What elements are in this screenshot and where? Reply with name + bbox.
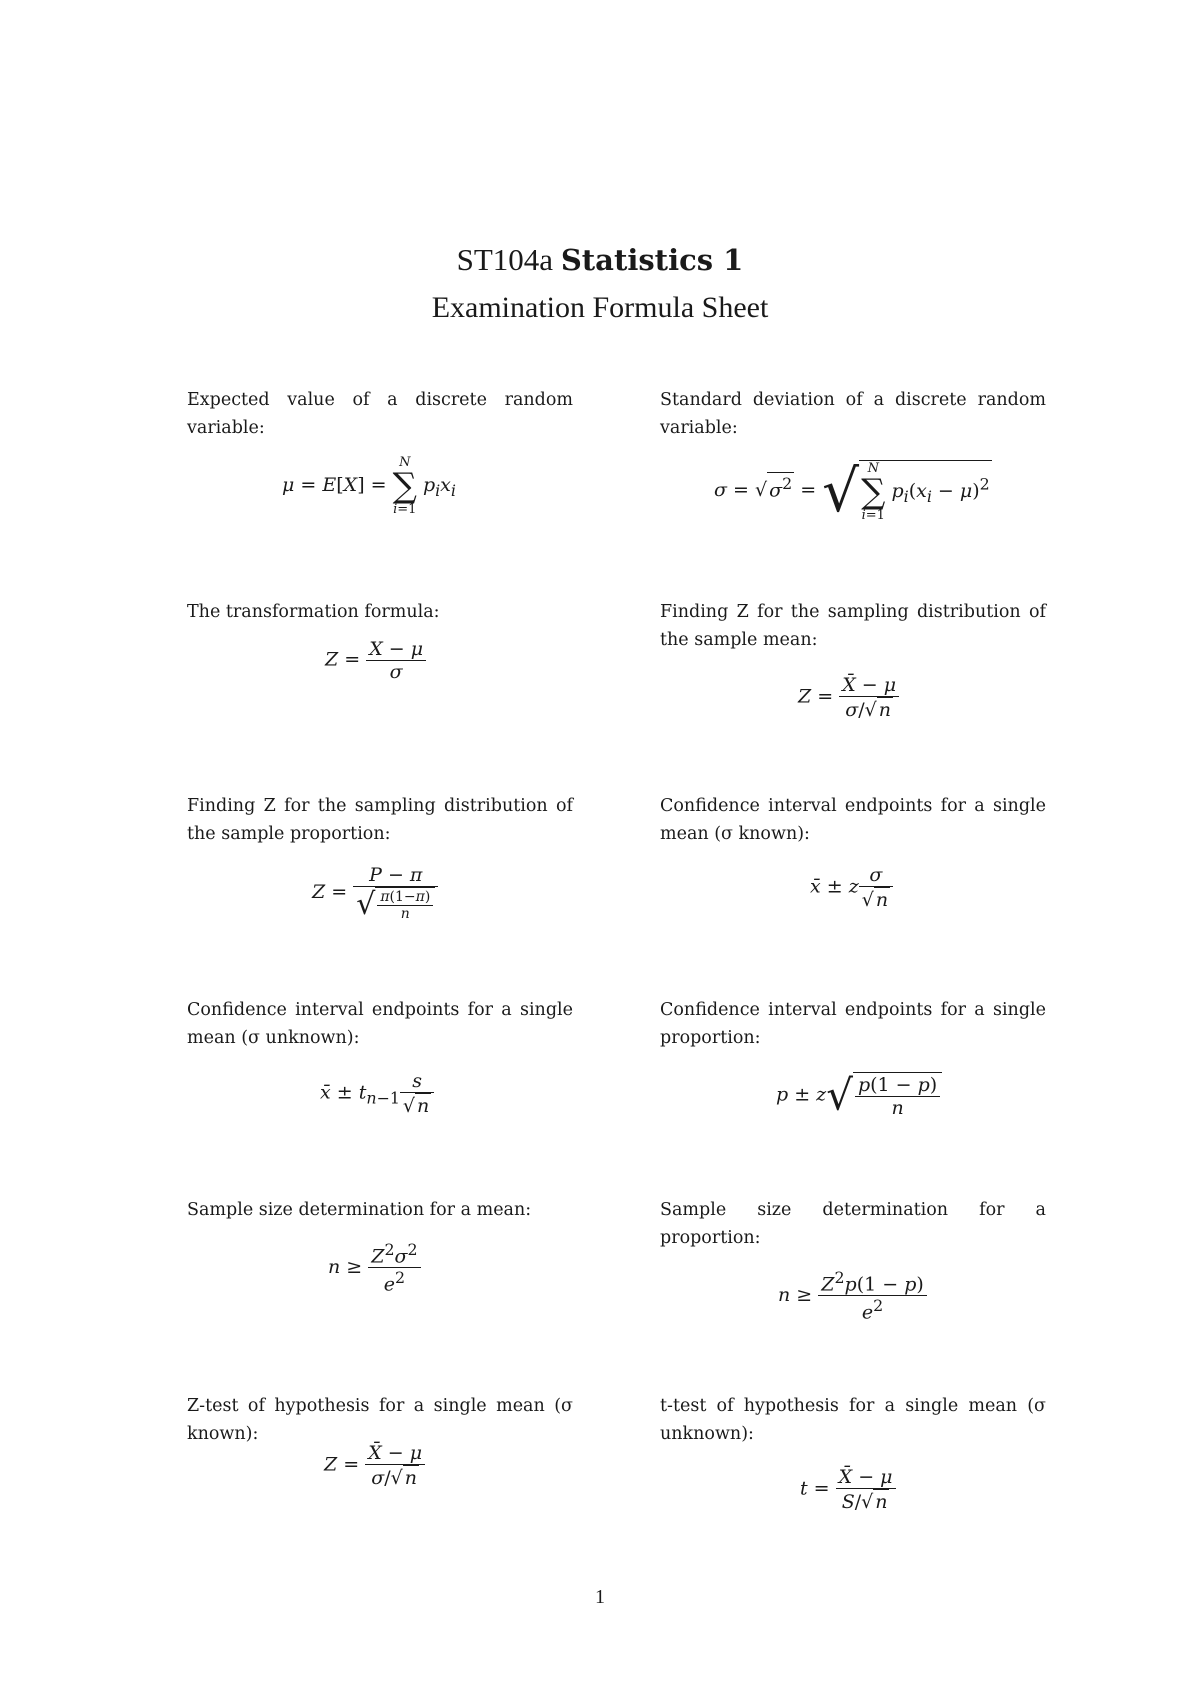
formula-ci-mean-unknown: x̄ ± $t_{n-1}$ $\frac{s}{√ n}$ — [320, 1070, 434, 1117]
formula-cell-t-test — [660, 1392, 1046, 1448]
course-code: ST104a — [456, 242, 554, 277]
formula-description: The transformation formula: — [187, 602, 440, 622]
formula-cell-ci-mean-known — [660, 792, 1046, 848]
page-number: 1 — [595, 1586, 605, 1608]
formula-z-sample-mean: Z = $\frac{X̄ - \mu}{\sigma/√ n}$ — [798, 674, 899, 721]
formula-cell-standard-deviation — [660, 386, 1046, 442]
formula-description: Finding Z for the sampling distribution of the sample mean: — [660, 602, 1046, 650]
formula-z-sample-proportion: Z = P − π √ $\frac{\pi(1-\pi)}{n}$ — [312, 864, 438, 922]
formula-description: Confidence interval endpoints for a single proportion: — [660, 1000, 1046, 1048]
formula-description: t-test of hypothesis for a single mean (σ unknown): — [660, 1396, 1046, 1444]
document-subtitle: Examination Formula Sheet — [431, 291, 769, 324]
formula-cell-z-sample-proportion — [187, 792, 573, 848]
formula-description: Z-test of hypothesis for a single mean (σ known): — [187, 1396, 573, 1444]
course-name: Statistics 1 — [560, 243, 744, 277]
formula-z-test: Z = $\frac{X̄ - \mu}{\sigma/√ n}$ — [324, 1442, 425, 1489]
formula-cell-sample-size-mean — [187, 1196, 573, 1224]
formula-sample-size-proportion: n ≥ $\frac{Z^2p(1 - p)}{e^2}$ — [778, 1268, 927, 1324]
formula-cell-transformation — [187, 598, 573, 626]
formula-description: Expected value of a discrete random variable: — [187, 390, 573, 438]
document-title — [0, 238, 1200, 282]
formula-cell-z-sample-mean — [660, 598, 1046, 654]
formula-description: Confidence interval endpoints for a single mean (σ unknown): — [187, 1000, 573, 1048]
formula-cell-z-test — [187, 1392, 573, 1448]
title-block — [0, 238, 1200, 330]
formula-transformation: Z = $\frac{X - \mu}{\sigma}$ — [325, 638, 426, 683]
formula-cell-ci-mean-unknown — [187, 996, 573, 1052]
formula-description: Sample size determination for a mean: — [187, 1200, 532, 1220]
formula-description: Sample size determination for a proportion: — [660, 1200, 1046, 1248]
formula-description: Confidence interval endpoints for a single mean (σ known): — [660, 796, 1046, 844]
formula-cell-ci-proportion — [660, 996, 1046, 1052]
formula-cell-expected-value — [187, 386, 573, 442]
formula-cell-sample-size-proportion — [660, 1196, 1046, 1252]
formula-description: Standard deviation of a discrete random variable: — [660, 390, 1046, 438]
formula-sample-size-mean: n ≥ $\frac{Z^2\sigma^2}{e^2}$ — [328, 1240, 421, 1296]
formula-t-test: t = $\frac{X̄ - \mu}{S/√ n}$ — [800, 1466, 896, 1513]
formula-description: Finding Z for the sampling distribution of the sample proportion: — [187, 796, 573, 844]
formula-ci-proportion: p ± z√ $\frac{p(1 - p)}{n}$ — [776, 1072, 942, 1119]
formula-ci-mean-known: x̄ ± z $\frac{\sigma}{√ n}$ — [810, 864, 893, 911]
formula-standard-deviation: σ = √ $\sigma^2$ = √ N ∑ i=1 $p_i(x_i - \mu)^2$ — [714, 457, 990, 525]
formula-expected-value: μ = E[X] = N ∑ i=1 $p_ix_i$ — [282, 455, 456, 517]
